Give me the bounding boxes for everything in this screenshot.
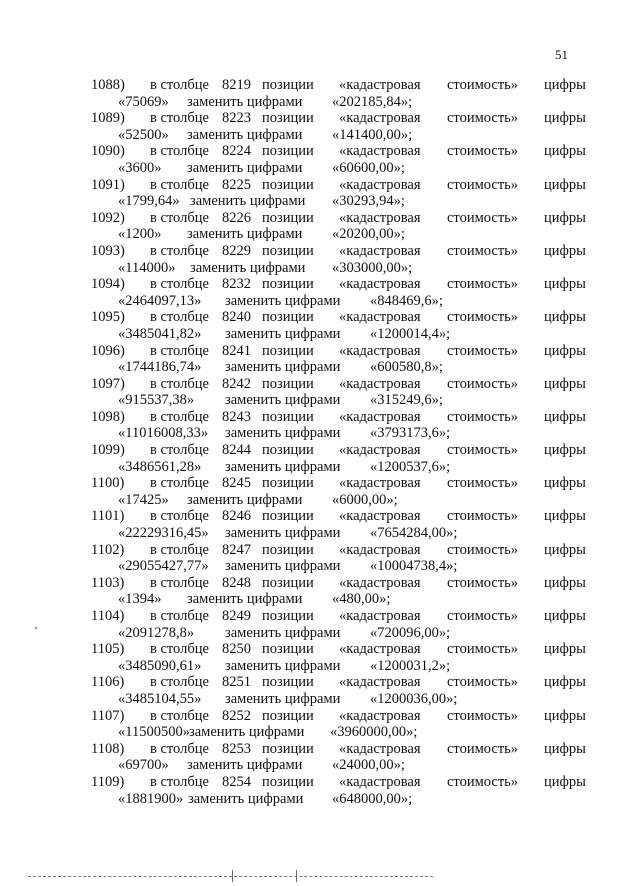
cadastral-label: «кадастровая <box>339 442 421 459</box>
entry-number: 1089) <box>91 110 125 127</box>
digits-label: цифры <box>544 541 586 558</box>
digits-label: цифры <box>544 77 586 93</box>
old-value: «11016008,33» <box>118 425 209 442</box>
scan-speck <box>35 627 37 629</box>
old-value: «3600» <box>118 159 162 176</box>
digits-label: цифры <box>544 641 586 658</box>
column-label: в столбце <box>150 641 209 658</box>
entry-number: 1096) <box>91 342 125 359</box>
old-value: «2464097,13» <box>118 292 202 309</box>
amendment-entry <box>0 641 640 674</box>
entry-number: 1098) <box>91 408 125 425</box>
column-code: 8240 <box>222 309 251 326</box>
cost-label: стоимость» <box>447 674 519 691</box>
entry-number: 1088) <box>91 77 125 93</box>
cost-label: стоимость» <box>447 641 519 658</box>
digits-label: цифры <box>544 342 586 359</box>
column-label: в столбце <box>150 608 209 624</box>
cost-label: стоимость» <box>447 442 519 459</box>
new-value: «10004738,4»; <box>370 558 458 575</box>
amendment-entry <box>0 77 640 110</box>
position-label: позиции <box>262 740 314 757</box>
position-label: позиции <box>262 408 314 425</box>
new-value: «30293,94»; <box>332 193 405 210</box>
cadastral-label: «кадастровая <box>339 77 421 93</box>
column-label: в столбце <box>150 475 209 492</box>
old-value: «3486561,28» <box>118 458 202 475</box>
position-label: позиции <box>262 176 314 193</box>
old-value: «1200» <box>118 226 162 243</box>
cadastral-label: «кадастровая <box>339 242 421 259</box>
page-number: 51 <box>555 47 568 62</box>
cadastral-label: «кадастровая <box>339 342 421 359</box>
replace-label: заменить цифрами <box>225 624 341 641</box>
amendment-entry <box>0 542 640 575</box>
cadastral-label: «кадастровая <box>339 408 421 425</box>
cadastral-label: «кадастровая <box>339 773 421 790</box>
cost-label: стоимость» <box>447 773 519 790</box>
cadastral-label: «кадастровая <box>339 740 421 757</box>
amendment-entry <box>0 409 640 442</box>
column-label: в столбце <box>150 242 209 259</box>
column-label: в столбце <box>150 176 209 193</box>
entry-number: 1105) <box>91 641 125 658</box>
cadastral-label: «кадастровая <box>339 508 421 525</box>
digits-label: цифры <box>544 608 586 624</box>
old-value: «69700» <box>118 757 169 774</box>
replace-label: заменить цифрами <box>187 491 303 508</box>
column-code: 8225 <box>222 176 251 193</box>
replace-label: заменить цифрами <box>190 259 306 276</box>
amendment-entry <box>0 608 640 641</box>
new-value: «848469,6»; <box>370 292 443 309</box>
new-value: «480,00»; <box>332 591 391 608</box>
digits-label: цифры <box>544 176 586 193</box>
old-value: «1881900» <box>118 790 184 807</box>
amendment-entry <box>0 442 640 475</box>
cost-label: стоимость» <box>447 740 519 757</box>
new-value: «60600,00»; <box>332 159 405 176</box>
position-label: позиции <box>262 475 314 492</box>
column-code: 8219 <box>222 77 251 93</box>
cost-label: стоимость» <box>447 475 519 492</box>
new-value: «1200036,00»; <box>370 690 458 707</box>
cadastral-label: «кадастровая <box>339 707 421 724</box>
column-label: в столбце <box>150 442 209 459</box>
old-value: «1799,64» <box>118 193 180 210</box>
digits-label: цифры <box>544 276 586 293</box>
digits-label: цифры <box>544 442 586 459</box>
cost-label: стоимость» <box>447 110 519 127</box>
replace-label: заменить цифрами <box>225 292 341 309</box>
replace-label: заменить цифрами <box>187 591 303 608</box>
entry-number: 1100) <box>91 475 125 492</box>
position-label: позиции <box>262 242 314 259</box>
new-value: «7654284,00»; <box>370 525 458 542</box>
entry-number: 1094) <box>91 276 125 293</box>
digits-label: цифры <box>544 740 586 757</box>
column-label: в столбце <box>150 342 209 359</box>
position-label: позиции <box>262 143 314 160</box>
digits-label: цифры <box>544 309 586 326</box>
column-code: 8226 <box>222 209 251 226</box>
amendment-entry <box>0 210 640 243</box>
cadastral-label: «кадастровая <box>339 375 421 392</box>
digits-label: цифры <box>544 408 586 425</box>
column-code: 8242 <box>222 375 251 392</box>
new-value: «600580,8»; <box>370 359 443 376</box>
column-code: 8248 <box>222 574 251 591</box>
column-code: 8246 <box>222 508 251 525</box>
replace-label: заменить цифрами <box>187 159 303 176</box>
new-value: «1200031,2»; <box>370 657 451 674</box>
replace-label: заменить цифрами <box>225 425 341 442</box>
cost-label: стоимость» <box>447 375 519 392</box>
column-code: 8223 <box>222 110 251 127</box>
old-value: «915537,38» <box>118 392 195 409</box>
replace-label: заменить цифрами <box>225 525 341 542</box>
amendment-entry <box>0 674 640 707</box>
cadastral-label: «кадастровая <box>339 143 421 160</box>
cost-label: стоимость» <box>447 574 519 591</box>
cost-label: стоимость» <box>447 143 519 160</box>
entry-number: 1090) <box>91 143 125 160</box>
old-value: «114000» <box>118 259 176 276</box>
old-value: «22229316,45» <box>118 525 209 542</box>
cost-label: стоимость» <box>447 508 519 525</box>
old-value: «2091278,8» <box>118 624 195 641</box>
old-value: «3485041,82» <box>118 325 202 342</box>
digits-label: цифры <box>544 375 586 392</box>
replace-label: заменить цифрами <box>225 325 341 342</box>
new-value: «1200537,6»; <box>370 458 451 475</box>
amendment-entry <box>0 508 640 541</box>
replace-label: заменить цифрами <box>187 226 303 243</box>
position-label: позиции <box>262 608 314 624</box>
cost-label: стоимость» <box>447 408 519 425</box>
footer-rule <box>28 876 433 877</box>
column-code: 8243 <box>222 408 251 425</box>
column-label: в столбце <box>150 508 209 525</box>
column-label: в столбце <box>150 143 209 160</box>
digits-label: цифры <box>544 707 586 724</box>
entry-number: 1103) <box>91 574 125 591</box>
column-label: в столбце <box>150 707 209 724</box>
amendment-entry <box>0 343 640 376</box>
new-value: «3960000,00»; <box>330 724 418 741</box>
entry-number: 1106) <box>91 674 125 691</box>
column-code: 8251 <box>222 674 251 691</box>
column-label: в столбце <box>150 77 209 93</box>
new-value: «303000,00»; <box>332 259 413 276</box>
cadastral-label: «кадастровая <box>339 110 421 127</box>
digits-label: цифры <box>544 508 586 525</box>
entry-number: 1104) <box>91 608 125 624</box>
column-label: в столбце <box>150 209 209 226</box>
new-value: «141400,00»; <box>332 126 413 143</box>
cost-label: стоимость» <box>447 242 519 259</box>
column-label: в столбце <box>150 541 209 558</box>
amendment-entry <box>0 177 640 210</box>
cadastral-label: «кадастровая <box>339 176 421 193</box>
column-code: 8224 <box>222 143 251 160</box>
position-label: позиции <box>262 508 314 525</box>
new-value: «6000,00»; <box>332 491 398 508</box>
column-code: 8247 <box>222 541 251 558</box>
old-value: «75069» <box>118 93 169 110</box>
column-label: в столбце <box>150 773 209 790</box>
footer-tick <box>232 870 233 882</box>
amendment-entry <box>0 376 640 409</box>
cost-label: стоимость» <box>447 541 519 558</box>
cadastral-label: «кадастровая <box>339 276 421 293</box>
digits-label: цифры <box>544 773 586 790</box>
new-value: «3793173,6»; <box>370 425 451 442</box>
entry-number: 1099) <box>91 442 125 459</box>
column-label: в столбце <box>150 674 209 691</box>
cost-label: стоимость» <box>447 707 519 724</box>
amendment-entry <box>0 774 640 807</box>
column-label: в столбце <box>150 740 209 757</box>
cost-label: стоимость» <box>447 608 519 624</box>
old-value: «1394» <box>118 591 162 608</box>
replace-label: заменить цифрами <box>189 724 305 741</box>
digits-label: цифры <box>544 674 586 691</box>
column-code: 8254 <box>222 773 251 790</box>
old-value: «3485090,61» <box>118 657 202 674</box>
entry-number: 1107) <box>91 707 125 724</box>
digits-label: цифры <box>544 209 586 226</box>
digits-label: цифры <box>544 574 586 591</box>
entry-number: 1092) <box>91 209 125 226</box>
position-label: позиции <box>262 641 314 658</box>
new-value: «720096,00»; <box>370 624 451 641</box>
cost-label: стоимость» <box>447 276 519 293</box>
amendment-list <box>0 77 640 807</box>
amendment-entry <box>0 708 640 741</box>
amendment-entry <box>0 475 640 508</box>
entry-number: 1095) <box>91 309 125 326</box>
position-label: позиции <box>262 276 314 293</box>
entry-number: 1109) <box>91 773 125 790</box>
position-label: позиции <box>262 773 314 790</box>
position-label: позиции <box>262 674 314 691</box>
amendment-entry <box>0 575 640 608</box>
column-label: в столбце <box>150 276 209 293</box>
amendment-entry <box>0 110 640 143</box>
column-code: 8249 <box>222 608 251 624</box>
replace-label: заменить цифрами <box>225 359 341 376</box>
column-code: 8253 <box>222 740 251 757</box>
amendment-entry <box>0 143 640 176</box>
replace-label: заменить цифрами <box>187 757 303 774</box>
column-code: 8252 <box>222 707 251 724</box>
entry-number: 1097) <box>91 375 125 392</box>
cadastral-label: «кадастровая <box>339 209 421 226</box>
column-code: 8250 <box>222 641 251 658</box>
new-value: «24000,00»; <box>332 757 405 774</box>
old-value: «11500500» <box>118 724 190 741</box>
cost-label: стоимость» <box>447 342 519 359</box>
amendment-entry <box>0 243 640 276</box>
cost-label: стоимость» <box>447 209 519 226</box>
new-value: «1200014,4»; <box>370 325 451 342</box>
digits-label: цифры <box>544 110 586 127</box>
cadastral-label: «кадастровая <box>339 674 421 691</box>
column-label: в столбце <box>150 574 209 591</box>
column-code: 8232 <box>222 276 251 293</box>
amendment-entry <box>0 276 640 309</box>
old-value: «52500» <box>118 126 169 143</box>
new-value: «648000,00»; <box>332 790 413 807</box>
position-label: позиции <box>262 442 314 459</box>
column-label: в столбце <box>150 408 209 425</box>
replace-label: заменить цифрами <box>188 790 304 807</box>
cadastral-label: «кадастровая <box>339 574 421 591</box>
cadastral-label: «кадастровая <box>339 475 421 492</box>
new-value: «315249,6»; <box>370 392 443 409</box>
position-label: позиции <box>262 309 314 326</box>
digits-label: цифры <box>544 242 586 259</box>
position-label: позиции <box>262 77 314 93</box>
column-code: 8241 <box>222 342 251 359</box>
cost-label: стоимость» <box>447 309 519 326</box>
amendment-entry <box>0 309 640 342</box>
replace-label: заменить цифрами <box>225 458 341 475</box>
entry-number: 1108) <box>91 740 125 757</box>
entry-number: 1101) <box>91 508 125 525</box>
cadastral-label: «кадастровая <box>339 608 421 624</box>
column-label: в столбце <box>150 375 209 392</box>
entry-number: 1091) <box>91 176 125 193</box>
replace-label: заменить цифрами <box>187 93 303 110</box>
position-label: позиции <box>262 375 314 392</box>
digits-label: цифры <box>544 475 586 492</box>
position-label: позиции <box>262 541 314 558</box>
column-label: в столбце <box>150 110 209 127</box>
entry-number: 1102) <box>91 541 125 558</box>
cadastral-label: «кадастровая <box>339 309 421 326</box>
position-label: позиции <box>262 342 314 359</box>
cost-label: стоимость» <box>447 176 519 193</box>
replace-label: заменить цифрами <box>187 126 303 143</box>
digits-label: цифры <box>544 143 586 160</box>
old-value: «29055427,77» <box>118 558 209 575</box>
replace-label: заменить цифрами <box>190 193 306 210</box>
replace-label: заменить цифрами <box>225 392 341 409</box>
amendment-entry <box>0 741 640 774</box>
old-value: «1744186,74» <box>118 359 202 376</box>
replace-label: заменить цифрами <box>225 558 341 575</box>
footer-tick <box>296 870 297 882</box>
column-code: 8244 <box>222 442 251 459</box>
old-value: «3485104,55» <box>118 690 202 707</box>
position-label: позиции <box>262 209 314 226</box>
column-code: 8229 <box>222 242 251 259</box>
column-code: 8245 <box>222 475 251 492</box>
position-label: позиции <box>262 707 314 724</box>
new-value: «20200,00»; <box>332 226 405 243</box>
cadastral-label: «кадастровая <box>339 541 421 558</box>
cost-label: стоимость» <box>447 77 519 93</box>
cadastral-label: «кадастровая <box>339 641 421 658</box>
position-label: позиции <box>262 574 314 591</box>
column-label: в столбце <box>150 309 209 326</box>
position-label: позиции <box>262 110 314 127</box>
replace-label: заменить цифрами <box>225 657 341 674</box>
entry-number: 1093) <box>91 242 125 259</box>
replace-label: заменить цифрами <box>225 690 341 707</box>
new-value: «202185,84»; <box>332 93 413 110</box>
old-value: «17425» <box>118 491 169 508</box>
